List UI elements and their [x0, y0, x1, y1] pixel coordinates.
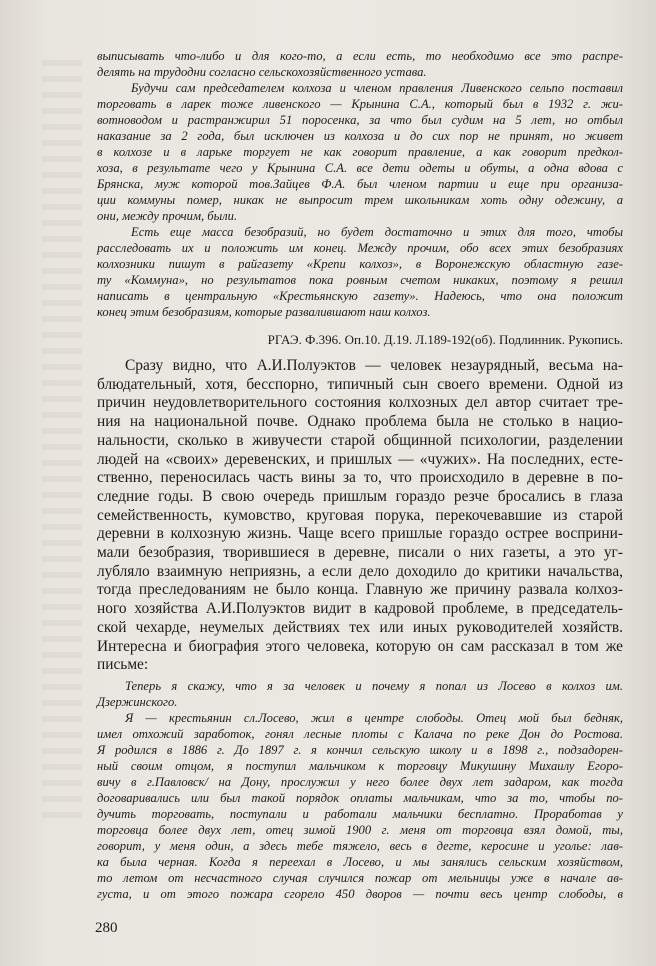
- quote-line: хоза, в результате чего у Крынина С.А. все дети одеты и обуты, а одна вдова с: [97, 161, 623, 175]
- body-line: деревни в колхозную жизнь. Чаще всего пришлые гораздо острее восприни-: [97, 525, 623, 543]
- body-line: семейственность, кумовство, круговая порука, перекочевавшие из старой: [97, 506, 623, 524]
- body-line: блюдательный, хотя, бесспорно, типичный сын своего времени. Одной из: [97, 375, 623, 393]
- quote-line: Есть еще масса безобразий, но будет достаточно и этих для того, чтобы: [131, 225, 623, 239]
- body-paragraph: [97, 357, 623, 675]
- body-line: тогда преследованиям не было конца. Главную же причину развала колхоз-: [97, 581, 623, 599]
- quote-line: дучить торговать, поступали и работали мальчики бесплатно. Проработав у: [97, 807, 623, 821]
- body-line: нальности, сколько в живучести старой общинной психологии, разделении: [97, 431, 623, 449]
- quote-line: они, между прочим, были.: [97, 209, 238, 223]
- quote-line: имел отхожий заработок, гонял лесные плоты с Калача по реке Дон до Ростова.: [97, 727, 623, 741]
- quote-line: Брянска, муж которой тов.Зайцев Ф.А. был членом партии и еще при организа-: [97, 177, 623, 191]
- quote-line: написать в центральную «Крестьянскую газету». Надеюсь, что она положит: [97, 289, 623, 303]
- quote-line: густа, и от этого пожара сгорело 450 дворов — почти весь центр слободы, в: [97, 887, 623, 901]
- source-citation: РГАЭ. Ф.396. Оп.10. Д.19. Л.189-192(об). Подлинник. Рукопись.: [267, 332, 623, 347]
- quote-line: наказание за 2 года, был исключен из колхоза и до сих пор не принят, но живет: [97, 129, 623, 143]
- quote-line: расследовать их и положить им конец. Между прочим, обо всех этих безобразиях: [97, 241, 623, 255]
- body-line: ской чехарде, неумелых действиях тех или иных руководителей хозяйств.: [97, 618, 623, 636]
- body-line: лубляло взаимную неприязнь, а если дело доходило до критики начальства,: [97, 562, 623, 580]
- quote-line: торговца более двух лет, отец зимой 1900 г. меня от торговца взял домой, ты,: [97, 823, 623, 837]
- body-line: мали безобразия, творившиеся в деревне, писали о них газеты, а это уг-: [97, 544, 623, 562]
- quote-line: говорит, у меня один, а здесь тебе тяжело, весь в дегте, керосине и угольe: лав-: [97, 839, 623, 853]
- body-line: людей на «своих» деревенских, и пришлых — «чужих». На последних, есте-: [97, 450, 623, 468]
- body-line: Сразу видно, что А.И.Полуэктов — человек незаурядный, весьма на-: [125, 357, 623, 374]
- quote-line: выписывать что-либо и для кого-то, а если есть, то необходимо все это распре-: [97, 49, 623, 63]
- quote-block-top: [97, 48, 623, 320]
- quote-line: договаривались или был такой порядок оплаты мальчикам, что за то, чтобы по-: [97, 791, 623, 805]
- quote-line: Я родился в 1886 г. До 1897 г. я кончил сельскую школу и в 1898 г., подзадорен-: [97, 743, 623, 757]
- quote-line: ту «Коммуна», но результатов пока ровным счетом никаких, поэтому я решил: [97, 273, 623, 287]
- quote-line: Будучи сам председателем колхоза и членом правления Ливенского сельпо поставил: [131, 81, 623, 95]
- quote-line: Дзержинского.: [97, 695, 178, 709]
- quote-line: Я — крестьянин сл.Лосево, жил в центре слободы. Отец мой был бедняк,: [125, 711, 623, 725]
- body-line: ния на национальной почве. Однако проблема была не столько в нацио-: [97, 413, 623, 431]
- body-line: ственно, переносилась часть вины за то, что происходило в деревне в по-: [97, 469, 623, 487]
- quote-line: конец этим безобразиям, которые развалившают наш колхоз.: [97, 305, 431, 319]
- quote-line: в колхозе и в ларьке торгует не как говорит правление, а как говорит предкол-: [97, 145, 623, 159]
- body-line: ного хозяйства А.И.Полуэктов видит в кадровой проблеме, в председатель-: [97, 600, 623, 618]
- quote-line: вотноводом и растранжирил 51 поросенка, за что был судим на 5 лет, но отбыл: [97, 113, 623, 127]
- quote-line: ка была черная. Когда я переехал в Лосево, и мы занялись сельским хозяйством,: [97, 855, 623, 869]
- quote-line: то летом от несчастного случая случился пожар от мельницы уже в начале ав-: [97, 871, 623, 885]
- body-line: Интересна и биография этого человека, которую он сам рассказал в том же: [97, 637, 623, 655]
- quote-block-bottom: [97, 678, 623, 902]
- body-line: следние годы. В свою очередь пришлым гораздо резче бросались в глаза: [97, 487, 623, 505]
- quote-line: Теперь я скажу, что я за человек и почему я попал из Лосево в колхоз им.: [125, 679, 623, 693]
- quote-line: вичу в г.Павловск/ на Дону, прослужил у него более двух лет задаром, как тогда: [97, 775, 623, 789]
- body-line: причин неудовлетворительного состояния колхозных дел автор считает тре-: [97, 394, 623, 412]
- page-number: 280: [95, 920, 118, 936]
- quote-line: ции коммуны помер, никак не выпросит трем школьникам хоть одну одежину, а: [97, 193, 623, 207]
- quote-line: делять на трудодни согласно сельскохозяйственного устава.: [97, 65, 427, 79]
- quote-line: ный своим отцом, я поступил мальчиком к торговцу Микушину Михаилу Егоро-: [97, 759, 623, 773]
- quote-line: торговать в ларек тоже ливенского — Крынина С.А., который был в 1932 г. жи-: [97, 97, 623, 111]
- quote-line: колхозники пишут в райгазету «Крепи колхоз», в Воронежскую областную газе-: [97, 257, 623, 271]
- show-through-shadow: [42, 60, 82, 820]
- body-line: письме:: [97, 656, 149, 674]
